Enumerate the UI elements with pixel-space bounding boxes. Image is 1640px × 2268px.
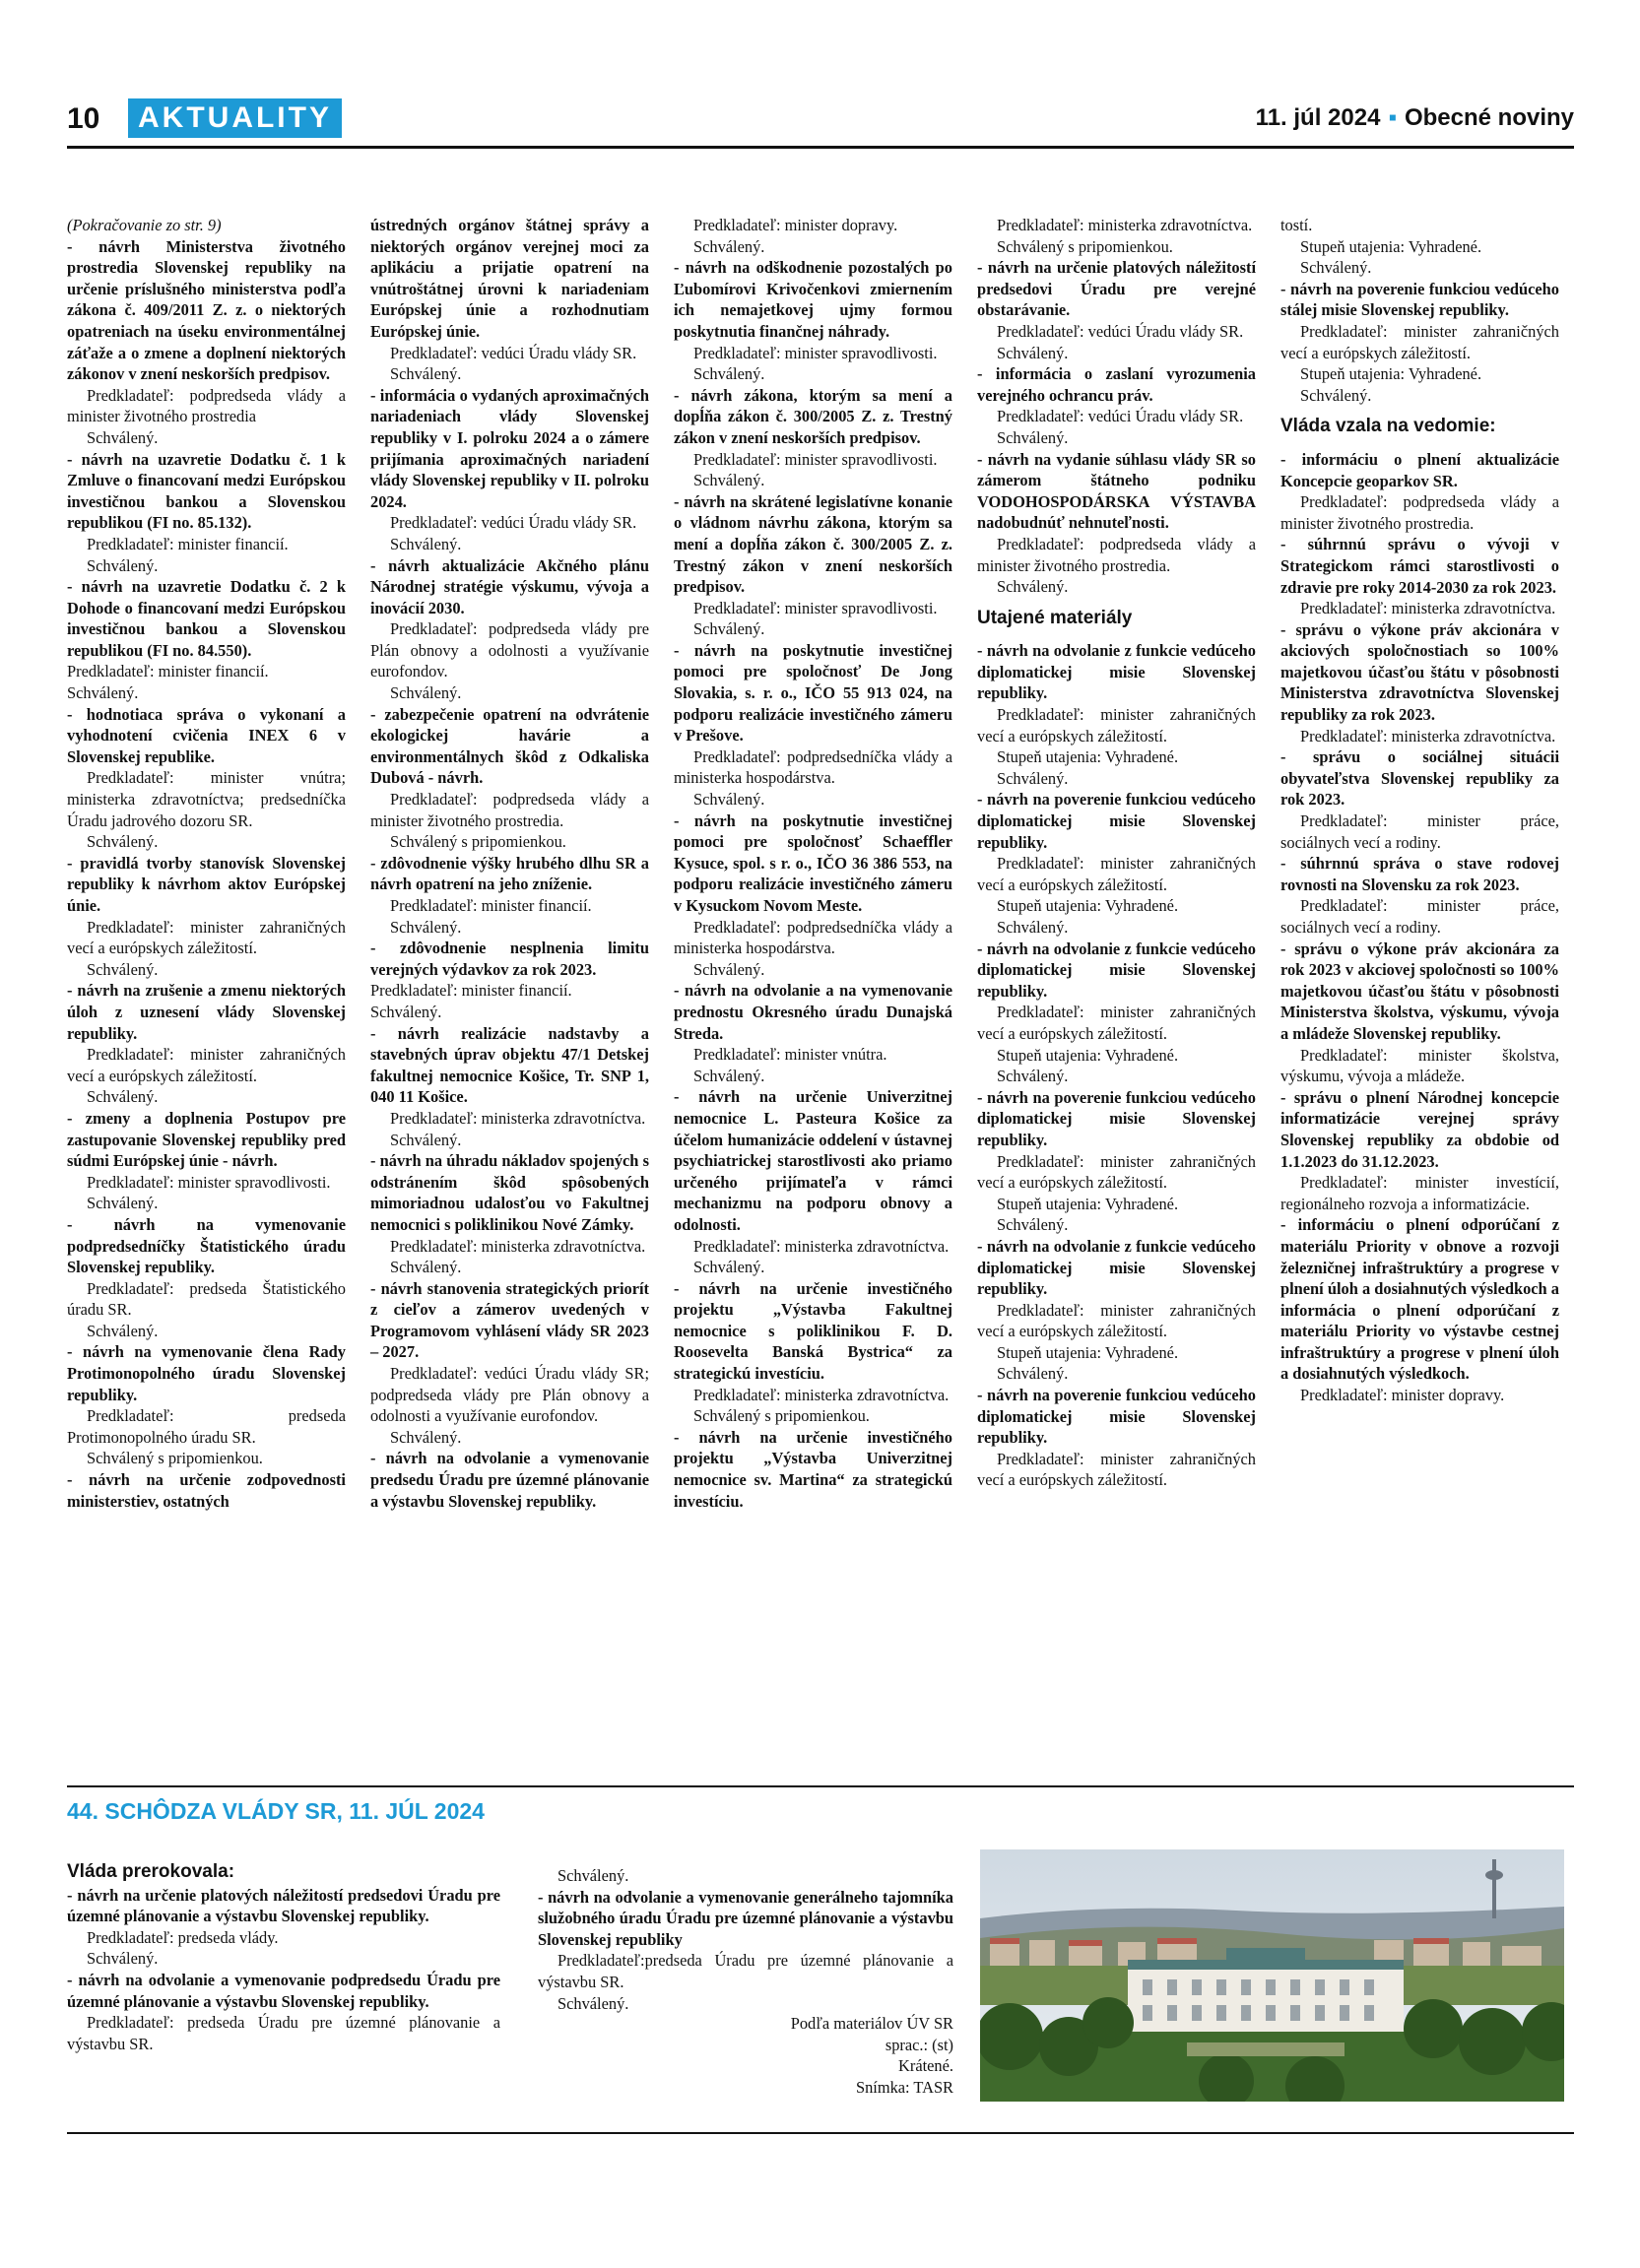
paragraph: - návrh na poverenie funkciou vedúceho diplomatickej misie Slovenskej republiky.	[977, 1386, 1256, 1448]
paragraph: Predkladateľ: minister zahraničných vecí a európskych záležitostí.	[67, 917, 346, 958]
paragraph: - návrh na poverenie funkciou vedúceho stálej misie Slovenskej republiky.	[1280, 279, 1559, 320]
paragraph: Predkladateľ: minister dopravy.	[693, 216, 898, 234]
session-column-left	[67, 1861, 500, 2054]
paragraph: Schválený.	[693, 236, 765, 256]
paragraph: Schválený.	[997, 343, 1069, 362]
paragraph: Predkladateľ: minister vnútra.	[693, 1045, 887, 1065]
paragraph: Predkladateľ: minister zahraničných vecí a európskych záležitostí.	[977, 1003, 1256, 1043]
paragraph: Predkladateľ: minister financií.	[370, 981, 572, 1001]
paragraph: Schválený.	[87, 959, 159, 979]
paragraph: Predkladateľ: podpredseda vlády a minister životného prostredia	[67, 385, 346, 426]
issue-date: 11. júl 2024	[1255, 104, 1381, 131]
paragraph: - návrh na poskytnutie investičnej pomoci pre spoločnosť Schaeffler Kysuce, spol. s r. o., IČO 36 386 553, na podporu realizácie investičného zámeru v Kysuckom Novom Meste.	[674, 810, 952, 915]
paragraph: Stupeň utajenia: Vyhradené.	[997, 1342, 1179, 1362]
paragraph: Schválený.	[997, 427, 1069, 447]
paragraph: Schválený s pripomienkou.	[997, 236, 1173, 256]
paragraph: - správu o výkone práv akcionára za rok 2023 v akciovej spoločnosti so 100% majetkovou účasťou štátu v pôsobnosti Ministerstva školstva, výskumu, vývoja a mládeže Slovenskej republiky.	[1280, 939, 1559, 1043]
paragraph: Predkladateľ: minister zahraničných vecí a európskych záležitostí.	[1280, 321, 1559, 362]
paragraph: - návrh na vydanie súhlasu vlády SR so zámerom štátneho podniku VODOHOSPODÁRSKA VÝSTAVBA nadobudnúť nehnuteľnosti.	[977, 449, 1256, 533]
paragraph: Schválený.	[1300, 258, 1372, 278]
paragraph: Predkladateľ: ministerka zdravotníctva.	[693, 1236, 950, 1256]
credit-line: Podľa materiálov ÚV SR	[790, 2014, 953, 2033]
paragraph: Schválený.	[87, 427, 159, 447]
paragraph: tostí.	[1280, 216, 1313, 234]
paragraph: - súhrnnú správu o vývoji v Strategickom rámci starostlivosti o zdravie pre roky 2014-2030 za rok 2023.	[1280, 535, 1559, 597]
paragraph: Schválený.	[997, 577, 1069, 597]
paragraph: Schválený.	[390, 364, 462, 384]
article-column-4	[977, 215, 1256, 1491]
paragraph: - návrh na vymenovanie podpredsedníčky Štatistického úradu Slovenskej republiky.	[67, 1214, 346, 1277]
paragraph: Schválený.	[693, 364, 765, 384]
masthead	[1256, 104, 1574, 132]
article-column-5	[1280, 215, 1559, 1406]
paragraph: Schválený.	[693, 959, 765, 979]
article-column-2	[370, 215, 649, 1512]
paragraph: - informáciu o plnení aktualizácie Koncepcie geoparkov SR.	[1280, 449, 1559, 490]
paragraph: Schválený.	[87, 555, 159, 575]
paragraph: Schválený.	[87, 1087, 159, 1107]
paragraph: Predkladateľ: minister spravodlivosti.	[693, 598, 938, 617]
paragraph: Schválený.	[1300, 385, 1372, 405]
paragraph: Predkladateľ: minister spravodlivosti.	[693, 449, 938, 469]
paragraph: - návrh na vymenovanie člena Rady Protimonopolného úradu Slovenskej republiky.	[67, 1342, 346, 1404]
paragraph: - návrh na odvolanie a vymenovanie predsedu Úradu pre územné plánovanie a výstavbu Slovenskej republiky.	[370, 1449, 649, 1511]
paragraph: Schválený.	[370, 1002, 442, 1021]
separator-dot-icon: ▪	[1388, 104, 1397, 131]
paragraph: - súhrnnú správa o stave rodovej rovnosti na Slovensku za rok 2023.	[1280, 854, 1559, 894]
paragraph: ústredných orgánov štátnej správy a niektorých orgánov verejnej moci za aplikáciu a prijatie opatrení na vnútroštátnej úrovni k nariadeniam Európskej únie a rozhodnutiam Európskej únie.	[370, 216, 649, 341]
paragraph: - informácia o zaslaní vyrozumenia verejného ochrancu práv.	[977, 364, 1256, 405]
paragraph: - návrh na určenie investičného projektu „Výstavba Univerzitnej nemocnice sv. Martina“ za strategickú investíciu.	[674, 1427, 952, 1511]
paragraph: Predkladateľ: minister financií.	[390, 896, 592, 915]
paragraph: Stupeň utajenia: Vyhradené.	[997, 747, 1179, 767]
paragraph: - návrh Ministerstva životného prostredia Slovenskej republiky na určenie príslušného ministerstva podľa zákona č. 409/2011 Z. z. o niektorých opatreniach na úseku environmentálnej záťaže a o zmene a doplnení niektorých zákonov v znení neskorších predpisov.	[67, 236, 346, 384]
paragraph: - zabezpečenie opatrení na odvrátenie ekologickej havárie a environmentálnych škôd z Odkaliska Dubová - návrh.	[370, 704, 649, 788]
paragraph: Predkladateľ: podpredseda vlády a minister životného prostredia.	[977, 534, 1256, 575]
paragraph: Predkladateľ: vedúci Úradu vlády SR.	[390, 343, 637, 362]
paragraph: - návrh na odvolanie a na vymenovanie prednostu Okresného úradu Dunajská Streda.	[674, 981, 952, 1043]
session-title: 44. SCHÔDZA VLÁDY SR, 11. JÚL 2024	[67, 1798, 485, 1824]
paragraph: Predkladateľ: minister financií.	[67, 662, 269, 681]
paragraph: Schválený.	[390, 1258, 462, 1277]
paragraph: Schválený.	[558, 1993, 629, 2013]
paragraph: - návrh na uzavretie Dodatku č. 1 k Zmluve o financovaní medzi Európskou investičnou bankou a Slovenskou republikou (FI no. 85.132).	[67, 449, 346, 533]
paragraph: Predkladateľ: ministerka zdravotníctva.	[1300, 599, 1556, 618]
paragraph: - zmeny a doplnenia Postupov pre zastupovanie Slovenskej republiky pred súdmi Európskej únie - návrh.	[67, 1108, 346, 1171]
paragraph: Predkladateľ: predseda Štatistického úradu SR.	[67, 1278, 346, 1320]
page-bottom-rule	[67, 2132, 1574, 2134]
header-rule	[67, 146, 1574, 149]
paragraph: Stupeň utajenia: Vyhradené.	[1300, 236, 1482, 256]
paragraph: - návrh na poskytnutie investičnej pomoci pre spoločnosť De Jong Slovakia, s. r. o., IČO 55 913 024, na podporu realizácie investičného zámeru v Prešove.	[674, 640, 952, 745]
paragraph: Predkladateľ: ministerka zdravotníctva.	[997, 216, 1253, 234]
paragraph: Schválený.	[693, 471, 765, 490]
paragraph: Predkladateľ: minister investícií, regionálneho rozvoja a informatizácie.	[1280, 1173, 1559, 1213]
paragraph: - návrh na odvolanie z funkcie vedúceho diplomatickej misie Slovenskej republiky.	[977, 641, 1256, 703]
paragraph: Schválený.	[693, 1066, 765, 1085]
paragraph: Schválený.	[997, 768, 1069, 788]
paragraph: Predkladateľ: ministerka zdravotníctva.	[693, 1385, 950, 1404]
paragraph: - návrh na uzavretie Dodatku č. 2 k Dohode o financovaní medzi Európskou investičnou bankou a Slovenskou republikou (FI no. 84.550).	[67, 577, 346, 660]
paragraph: - informáciu o plnení odporúčaní z materiálu Priority v obnove a rozvoji železničnej infraštruktúry a progrese v plnení úloh a dosiahnutých výsledkoch a informácia o plnení odporúčaní z materiálu Priority vo výstavbe cestnej infraštruktúry a progrese v plnení úloh a dosiahnutých výsledkoch.	[1280, 1215, 1559, 1384]
paragraph: - hodnotiaca správa o vykonaní a vyhodnotení cvičenia INEX 6 v Slovenskej republike.	[67, 704, 346, 766]
paragraph: Predkladateľ: minister zahraničných vecí a európskych záležitostí.	[977, 1151, 1256, 1193]
paragraph: - návrh na určenie investičného projektu „Výstavba Fakultnej nemocnice s poliklinikou F. D. Roosevelta Banská Bystrica“ za strategickú investíciu.	[674, 1278, 952, 1384]
paragraph: Predkladateľ: predseda vlády.	[87, 1927, 279, 1947]
paragraph: Predkladateľ: predseda Protimonopolného úradu SR.	[67, 1406, 346, 1447]
page-number: 10	[67, 102, 100, 135]
paragraph: Schválený.	[87, 1949, 159, 1969]
paragraph: Predkladateľ: minister financií.	[87, 534, 289, 553]
paragraph: - pravidlá tvorby stanovísk Slovenskej republiky k návrhom aktov Európskej únie.	[67, 853, 346, 915]
credit-line: Krátené.	[898, 2056, 953, 2076]
paragraph: Predkladateľ: podpredseda vlády pre Plán obnovy a odolnosti a využívanie eurofondov.	[370, 619, 649, 681]
paragraph: Predkladateľ: minister zahraničných vecí a európskych záležitostí.	[977, 854, 1256, 894]
credits	[538, 2013, 953, 2098]
paragraph: - návrh na určenie platových náležitostí predsedovi Úradu pre verejné obstarávanie.	[977, 258, 1256, 320]
paragraph: - zdôvodnenie nesplnenia limitu verejných výdavkov za rok 2023.	[370, 939, 649, 979]
paragraph: Predkladateľ: minister zahraničných vecí a európskych záležitostí.	[977, 705, 1256, 745]
paragraph: Predkladateľ: minister zahraničných vecí a európskych záležitostí.	[67, 1045, 346, 1085]
paragraph: - návrh na odvolanie a vymenovanie podpredsedu Úradu pre územné plánovanie a výstavbu Slovenskej republiky.	[67, 1970, 500, 2011]
paragraph: Predkladateľ: podpredsedníčka vlády a ministerka hospodárstva.	[674, 917, 952, 958]
paragraph: Predkladateľ: minister spravodlivosti.	[693, 343, 938, 362]
section-label: AKTUALITY	[128, 98, 342, 138]
paragraph: Predkladateľ: minister spravodlivosti.	[87, 1172, 331, 1192]
paragraph: Schválený.	[87, 1321, 159, 1340]
paragraph: Schválený s pripomienkou.	[87, 1449, 263, 1468]
paragraph: Schválený.	[997, 918, 1069, 937]
paragraph: Predkladateľ: minister dopravy.	[1300, 1386, 1505, 1405]
paragraph: Predkladateľ: minister zahraničných vecí a európskych záležitostí.	[977, 1300, 1256, 1341]
subheading: Vláda vzala na vedomie:	[1280, 416, 1496, 437]
article-column-3	[674, 215, 952, 1512]
paragraph: - návrh na poverenie funkciou vedúceho diplomatickej misie Slovenskej republiky.	[977, 1087, 1256, 1149]
paragraph: Predkladateľ: vedúci Úradu vlády SR.	[997, 321, 1244, 341]
subheading: Utajené materiály	[977, 607, 1133, 628]
paragraph: Predkladateľ: podpredseda vlády a minister životného prostredia.	[370, 790, 649, 830]
paragraph: Schválený.	[997, 1215, 1069, 1235]
paragraph: Predkladateľ: minister vnútra; ministerka zdravotníctva; predsedníčka Úradu jadrového dozoru SR.	[67, 768, 346, 830]
paragraph: - návrh stanovenia strategických priorít z cieľov a zámerov uvedených v Programovom vyhlásení vlády SR 2023 – 2027.	[370, 1278, 649, 1362]
paragraph: Schválený.	[390, 534, 462, 553]
paragraph: Schválený.	[390, 1427, 462, 1447]
paragraph: Predkladateľ: minister práce, sociálnych vecí a rodiny.	[1280, 896, 1559, 937]
paragraph: Schválený.	[67, 683, 139, 703]
paragraph: - správu o výkone práv akcionára v akciových spoločnostiach so 100% majetkovou účasťou štátu v pôsobnosti Ministerstva zdravotníctva Slovenskej republiky za rok 2023.	[1280, 619, 1559, 725]
paragraph: Predkladateľ: minister školstva, výskumu, vývoja a mládeže.	[1280, 1045, 1559, 1086]
paragraph: - návrh na odškodnenie pozostalých po Ľubomírovi Krivočenkovi zmiernením ich nemajetkovej ujmy formou poskytnutia finančnej náhrady.	[674, 258, 952, 341]
credit-line: sprac.: (st)	[885, 2035, 953, 2054]
paragraph: Stupeň utajenia: Vyhradené.	[997, 1045, 1179, 1065]
government-office-photo	[980, 1849, 1564, 2102]
bratislava-cityscape-image	[980, 1849, 1564, 2102]
paragraph: - návrh na určenie platových náležitostí predsedovi Úradu pre územné plánovanie a výstavbu Slovenskej republiky.	[67, 1885, 500, 1926]
paragraph: Schválený.	[390, 917, 462, 937]
paragraph: - návrh na odvolanie z funkcie vedúceho diplomatickej misie Slovenskej republiky.	[977, 1236, 1256, 1299]
paragraph: Stupeň utajenia: Vyhradené.	[1300, 364, 1482, 384]
paragraph: Schválený.	[87, 832, 159, 852]
paragraph: Predkladateľ: podpredseda vlády a minister životného prostredia.	[1280, 492, 1559, 533]
session-column-right	[538, 1865, 953, 2014]
paragraph: Stupeň utajenia: Vyhradené.	[997, 1194, 1179, 1213]
paragraph: Predkladateľ: ministerka zdravotníctva.	[1300, 726, 1556, 745]
article-column-1	[67, 215, 346, 1512]
paragraph: Schválený.	[693, 619, 765, 639]
paragraph: Schválený.	[390, 683, 462, 703]
paragraph: Schválený.	[558, 1866, 629, 1885]
paragraph: - návrh aktualizácie Akčného plánu Národnej stratégie výskumu, vývoja a inovácií 2030.	[370, 555, 649, 617]
paragraph: Stupeň utajenia: Vyhradené.	[997, 896, 1179, 916]
paragraph: - návrh na odvolanie a vymenovanie generálneho tajomníka služobného úradu Úradu pre územné plánovanie a výstavbu Slovenskej republiky	[538, 1887, 953, 1949]
paragraph: - návrh na úhradu nákladov spojených s odstránením škôd spôsobených mimoriadnou udalosťou vo Fakultnej nemocnici s poliklinikou Nové Zámky.	[370, 1151, 649, 1234]
publication-name: Obecné noviny	[1404, 104, 1574, 131]
paragraph: Schválený.	[390, 1130, 462, 1149]
paragraph: Predkladateľ: podpredsedníčka vlády a ministerka hospodárstva.	[674, 746, 952, 788]
paragraph: Schválený.	[87, 1194, 159, 1213]
paragraph: - návrh realizácie nadstavby a stavebných úprav objektu 47/1 Detskej fakultnej nemocnice Košice, Tr. SNP 1, 040 11 Košice.	[370, 1023, 649, 1107]
paragraph: Predkladateľ: vedúci Úradu vlády SR.	[997, 407, 1244, 426]
paragraph: Predkladateľ: ministerka zdravotníctva.	[390, 1236, 646, 1256]
paragraph: Schválený s pripomienkou.	[390, 832, 566, 852]
paragraph: Predkladateľ: minister práce, sociálnych vecí a rodiny.	[1280, 811, 1559, 852]
page-header	[67, 97, 1574, 148]
paragraph: - návrh zákona, ktorým sa mení a dopĺňa zákon č. 300/2005 Z. z. Trestný zákon v znení neskorších predpisov.	[674, 385, 952, 447]
paragraph: Predkladateľ: predseda Úradu pre územné plánovanie a výstavbu SR.	[67, 2013, 500, 2053]
credit-line: Snímka: TASR	[855, 2077, 953, 2097]
paragraph: - návrh na určenie Univerzitnej nemocnice L. Pasteura Košice za účelom humanizácie oddelení v ústavnej psychiatrickej starostlivosti ako priamo určeného prijímateľa v rámci mechanizmu na podporu obnovy a odolnosti.	[674, 1087, 952, 1234]
paragraph: - správu o sociálnej situácii obyvateľstva Slovenskej republiky za rok 2023.	[1280, 747, 1559, 810]
paragraph: Schválený.	[693, 790, 765, 810]
section-divider	[67, 1785, 1574, 1787]
paragraph: - návrh na určenie zodpovednosti ministerstiev, ostatných	[67, 1470, 346, 1511]
paragraph: - návrh na odvolanie z funkcie vedúceho diplomatickej misie Slovenskej republiky.	[977, 939, 1256, 1001]
paragraph: Schválený s pripomienkou.	[693, 1406, 870, 1426]
paragraph: Predkladateľ: ministerka zdravotníctva.	[390, 1108, 646, 1128]
paragraph: - návrh na zrušenie a zmenu niektorých úloh z uznesení vlády Slovenskej republiky.	[67, 981, 346, 1043]
paragraph: Predkladateľ: vedúci Úradu vlády SR; podpredseda vlády pre Plán obnovy a odolnosti a využívanie eurofondov.	[370, 1364, 649, 1426]
subheading: Vláda prerokovala:	[67, 1861, 235, 1882]
paragraph: Schválený.	[997, 1364, 1069, 1384]
paragraph: - informácia o vydaných aproximačných nariadeniach vlády Slovenskej republiky v I. polroku 2024 a o zámere prijímania aproximačných nariadení vlády Slovenskej republiky v II. polroku 2024.	[370, 385, 649, 511]
paragraph: - návrh na skrátené legislatívne konanie o vládnom návrhu zákona, ktorým sa mení a dopĺňa zákon č. 300/2005 Z. z. Trestný zákon v znení neskorších predpisov.	[674, 491, 952, 597]
paragraph: Schválený.	[693, 1258, 765, 1277]
paragraph: Predkladateľ: vedúci Úradu vlády SR.	[390, 513, 637, 533]
paragraph: Schválený.	[997, 1067, 1069, 1086]
paragraph: (Pokračovanie zo str. 9)	[67, 216, 222, 234]
paragraph: Predkladateľ:predseda Úradu pre územné plánovanie a výstavbu SR.	[538, 1951, 953, 1991]
paragraph: - zdôvodnenie výšky hrubého dlhu SR a návrh opatrení na jeho zníženie.	[370, 853, 649, 894]
paragraph: Predkladateľ: minister zahraničných vecí a európskych záležitostí.	[977, 1449, 1256, 1490]
paragraph: - návrh na poverenie funkciou vedúceho diplomatickej misie Slovenskej republiky.	[977, 790, 1256, 852]
paragraph: - správu o plnení Národnej koncepcie informatizácie verejnej správy Slovenskej republiky za obdobie od 1.1.2023 do 31.12.2023.	[1280, 1087, 1559, 1171]
